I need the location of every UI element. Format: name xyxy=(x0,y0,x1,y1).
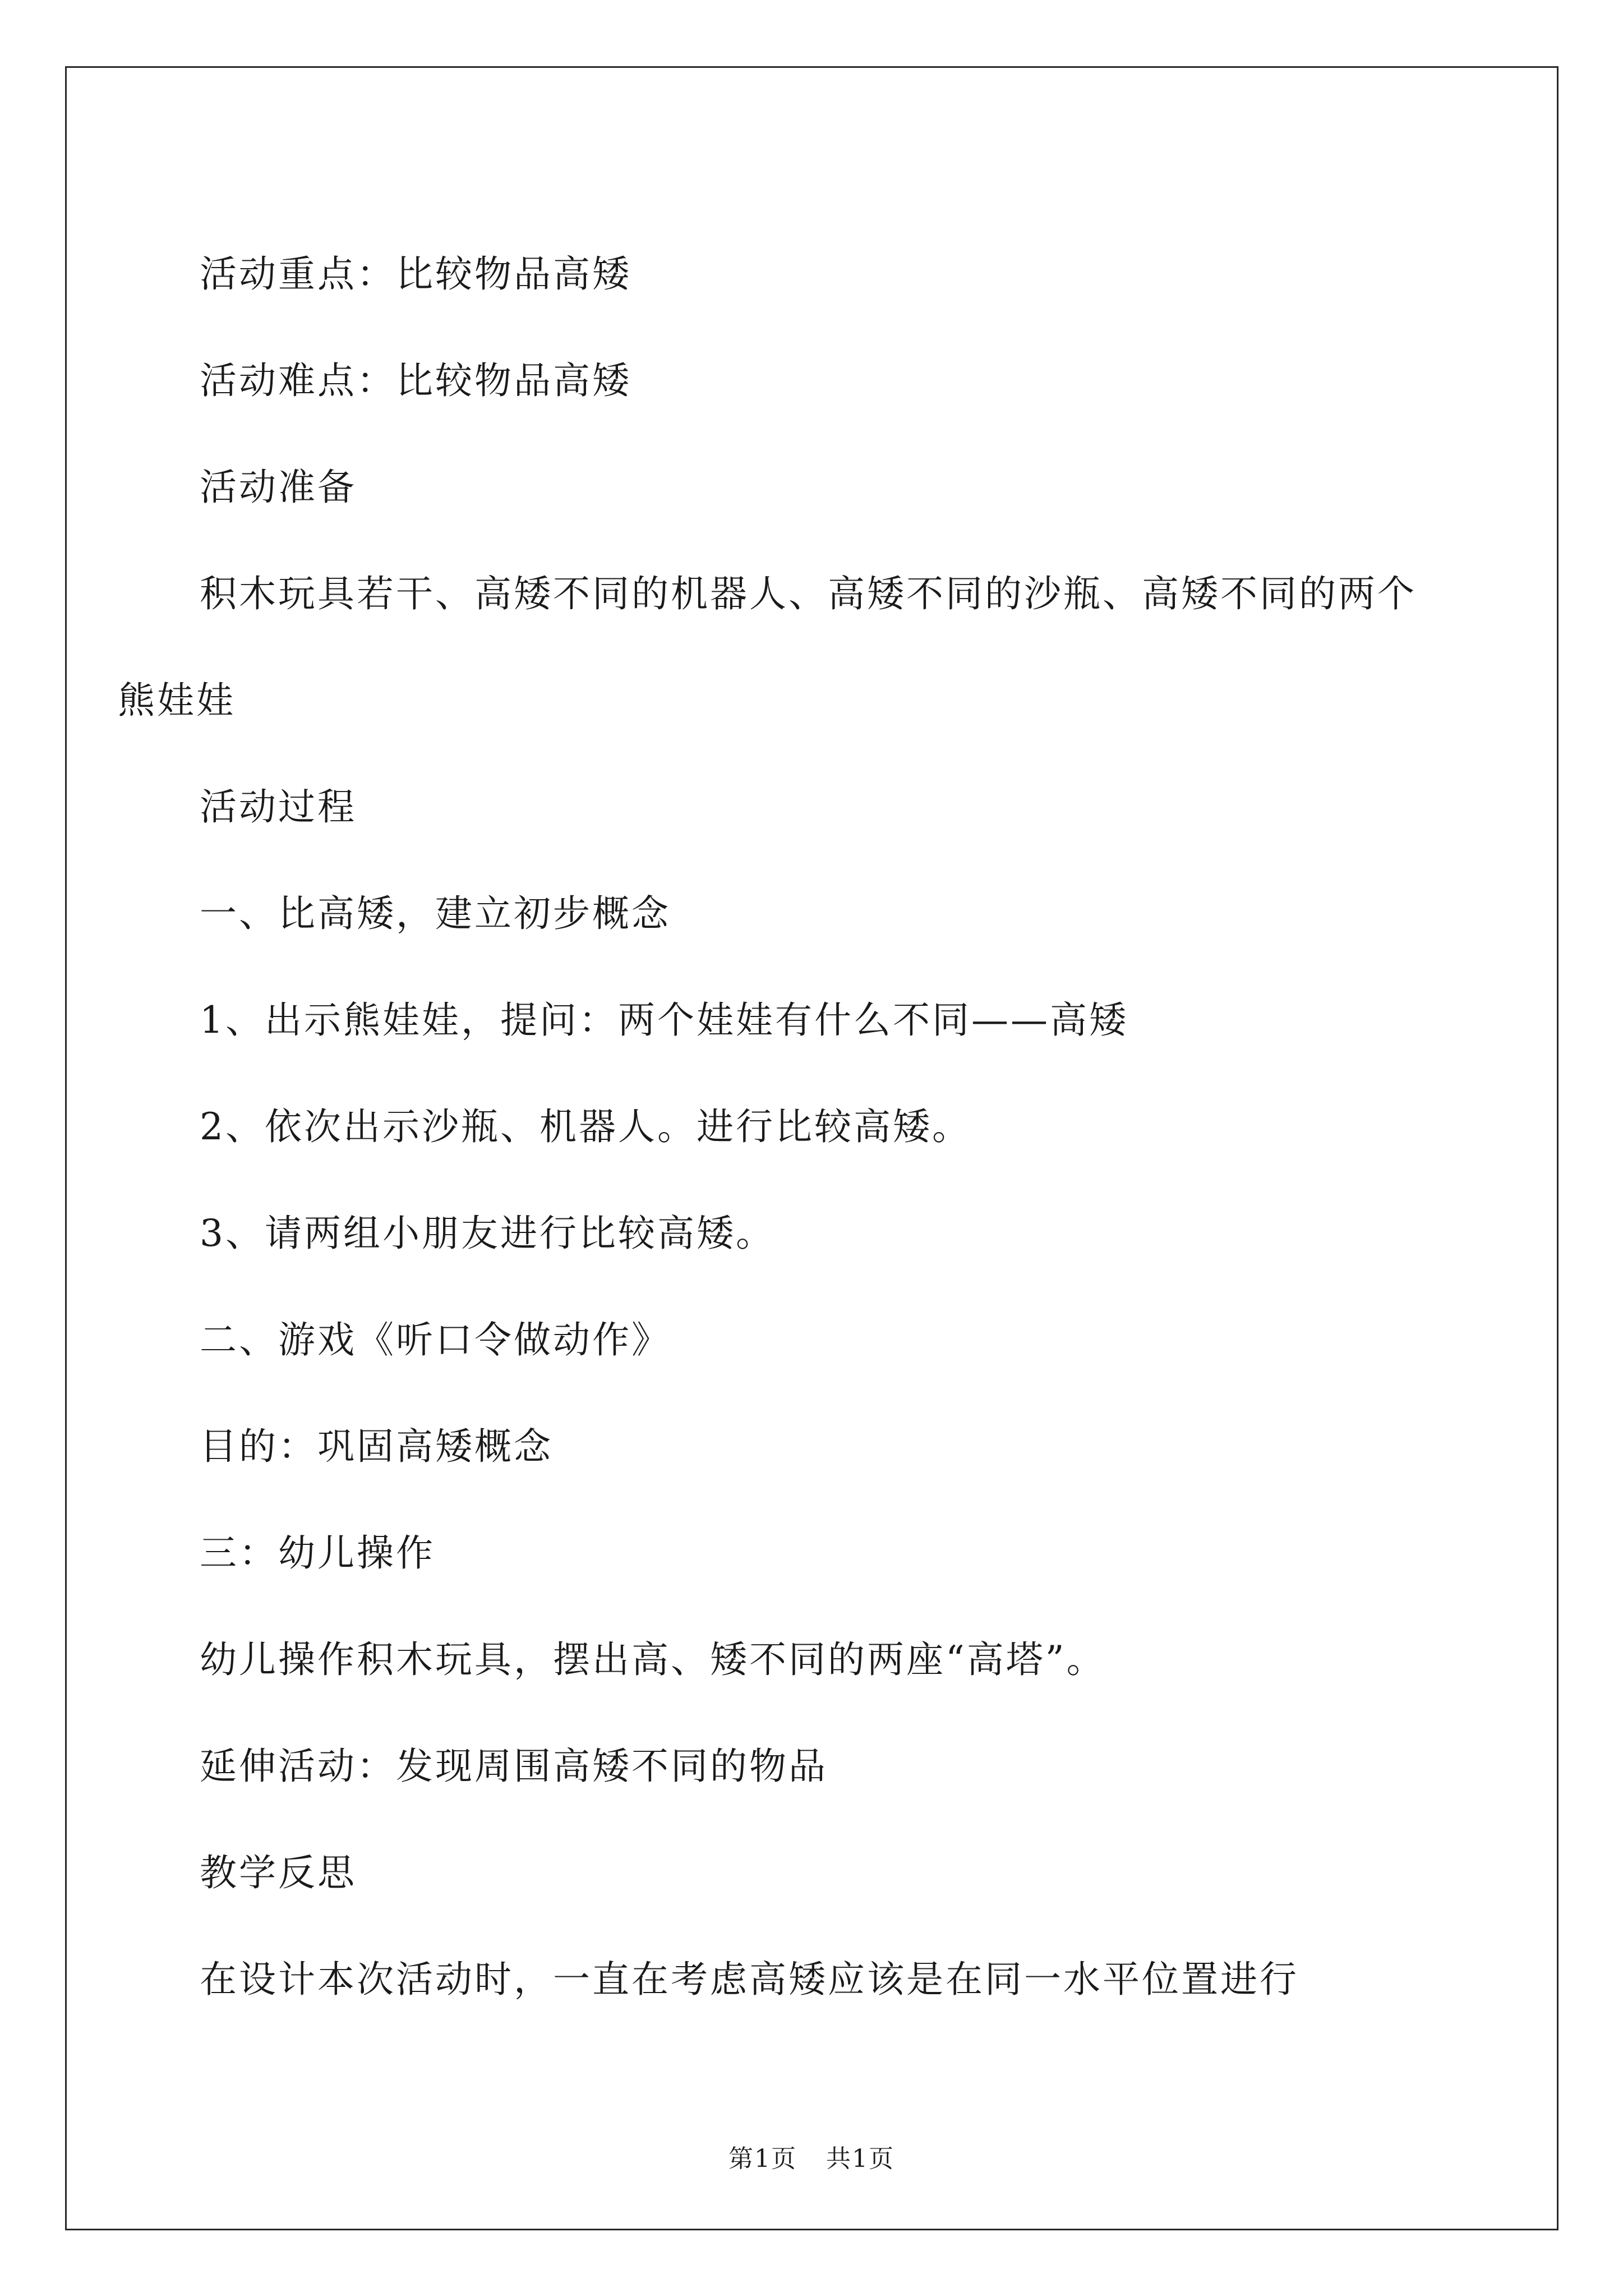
page-number-total: 共1页 xyxy=(826,2145,895,2173)
paragraph: 教学反思 xyxy=(200,1851,357,1894)
paragraph: 三：幼儿操作 xyxy=(200,1531,435,1575)
paragraph: 2、依次出示沙瓶、机器人。进行比较高矮。 xyxy=(200,1105,971,1148)
paragraph: 幼儿操作积木玩具，摆出高、矮不同的两座“高塔”。 xyxy=(200,1638,1106,1681)
paragraph: 活动准备 xyxy=(200,466,357,509)
paragraph: 一、比高矮，建立初步概念 xyxy=(200,892,671,935)
paragraph: 在设计本次活动时，一直在考虑高矮应该是在同一水平位置进行 xyxy=(200,1958,1299,2001)
paragraph: 目的：巩固高矮概念 xyxy=(200,1425,553,1468)
paragraph: 活动重点：比较物品高矮 xyxy=(200,252,631,296)
page-number-current: 第1页 xyxy=(728,2145,797,2173)
document-body xyxy=(118,221,1433,2033)
paragraph: 3、请两组小朋友进行比较高矮。 xyxy=(200,1212,775,1255)
page-footer xyxy=(0,2138,1623,2174)
paragraph: 1、出示熊娃娃，提问：两个娃娃有什么不同——高矮 xyxy=(200,999,1128,1042)
paragraph: 积木玩具若干、高矮不同的机器人、高矮不同的沙瓶、高矮不同的两个熊娃娃 xyxy=(118,572,1417,722)
paragraph: 活动难点：比较物品高矮 xyxy=(200,359,631,402)
paragraph: 二、游戏《听口令做动作》 xyxy=(200,1318,671,1361)
paragraph: 活动过程 xyxy=(200,785,357,829)
paragraph: 延伸活动：发现周围高矮不同的物品 xyxy=(200,1745,828,1788)
